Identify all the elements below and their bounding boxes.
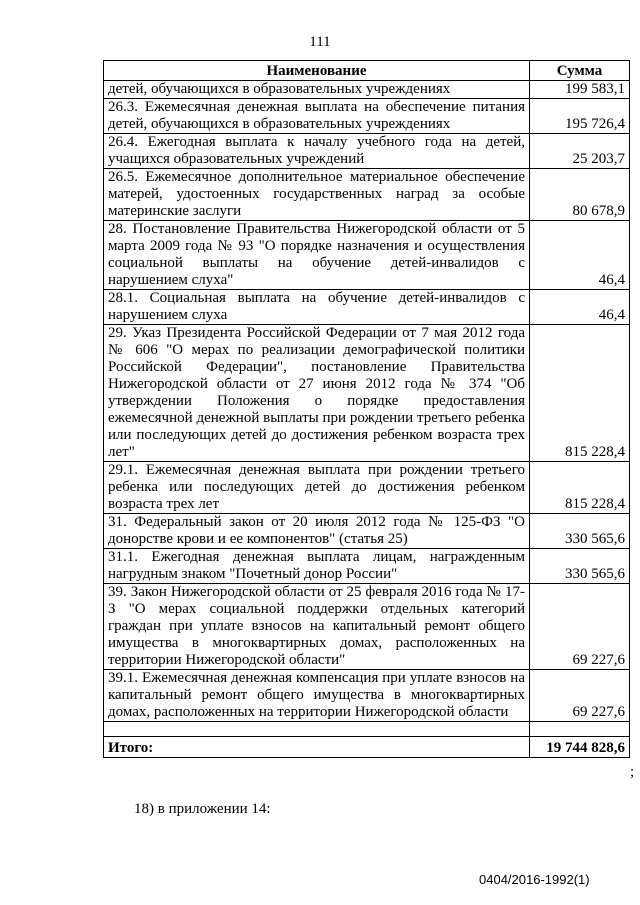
table-row: [104, 169, 630, 221]
header-name: Наименование: [104, 61, 530, 81]
table-row: [104, 99, 630, 134]
budget-table: [103, 60, 630, 758]
page-number: 111: [309, 34, 331, 50]
table-header-row: [104, 61, 630, 81]
row-sum: 25 203,7: [530, 134, 630, 169]
row-name: 39. Закон Нижегородской области от 25 февраля 2016 года № 17-З "О мерах социальной поддержки отдельных категорий граждан при уплате взносов на капитальный ремонт общего имущества в многоквартирных домах, расположенных на территории Нижегородской области": [104, 584, 530, 670]
table-row: [104, 670, 630, 722]
row-name: 31. Федеральный закон от 20 июля 2012 года № 125-ФЗ "О донорстве крови и ее компонентов" (статья 25): [104, 514, 530, 549]
row-sum: 46,4: [530, 290, 630, 325]
header-sum: Сумма: [530, 61, 630, 81]
row-name: 28. Постановление Правительства Нижегородской области от 5 марта 2009 года № 93 "О порядке назначения и осуществления социальной выплаты на обучение детей-инвалидов с нарушением слуха": [104, 221, 530, 290]
row-name: детей, обучающихся в образовательных учреждениях: [104, 81, 530, 99]
row-sum: 69 227,6: [530, 670, 630, 722]
row-sum: 69 227,6: [530, 584, 630, 670]
empty-cell: [104, 722, 530, 737]
row-name: 28.1. Социальная выплата на обучение детей-инвалидов с нарушением слуха: [104, 290, 530, 325]
table-row: [104, 290, 630, 325]
table-row: [104, 514, 630, 549]
row-sum: 199 583,1: [530, 81, 630, 99]
row-name: 26.3. Ежемесячная денежная выплата на обеспечение питания детей, обучающихся в образовательных учреждениях: [104, 99, 530, 134]
total-sum: 19 744 828,6: [530, 737, 630, 758]
table-row: [104, 325, 630, 462]
next-paragraph: 18) в приложении 14:: [134, 801, 271, 817]
table-row: [104, 134, 630, 169]
total-row: [104, 737, 630, 758]
row-sum: 46,4: [530, 221, 630, 290]
table-row: [104, 584, 630, 670]
row-sum: 815 228,4: [530, 325, 630, 462]
empty-row: [104, 722, 630, 737]
row-sum: 80 678,9: [530, 169, 630, 221]
empty-cell: [530, 722, 630, 737]
row-name: 29.1. Ежемесячная денежная выплата при рождении третьего ребенка или последующих детей до достижения ребенком возраста трех лет: [104, 462, 530, 514]
table-row: [104, 549, 630, 584]
row-name: 26.5. Ежемесячное дополнительное материальное обеспечение матерей, удостоенных государственных наград за особые материнские заслуги: [104, 169, 530, 221]
table-row: [104, 462, 630, 514]
row-sum: 330 565,6: [530, 514, 630, 549]
row-name: 39.1. Ежемесячная денежная компенсация при уплате взносов на капитальный ремонт общего имущества в многоквартирных домах, расположенных на территории Нижегородской области: [104, 670, 530, 722]
row-sum: 815 228,4: [530, 462, 630, 514]
row-sum: 195 726,4: [530, 99, 630, 134]
table-row: [104, 81, 630, 99]
table-row: [104, 221, 630, 290]
row-name: 31.1. Ежегодная денежная выплата лицам, награжденным нагрудным знаком "Почетный донор России": [104, 549, 530, 584]
row-name: 26.4. Ежегодная выплата к началу учебного года на детей, учащихся образовательных учреждений: [104, 134, 530, 169]
row-sum: 330 565,6: [530, 549, 630, 584]
total-label: Итого:: [104, 737, 530, 758]
document-code: 0404/2016-1992(1): [479, 872, 590, 887]
row-name: 29. Указ Президента Российской Федерации от 7 мая 2012 года № 606 "О мерах по реализации демографической политики Российской Федерации", постановление Правительства Нижегородской области от 27 июня 2012 года № 374 "Об утверждении Положения о порядке предоставления ежемесячной денежной выплаты при рождении третьего ребенка или последующих детей до достижения ребенком возраста трех лет": [104, 325, 530, 462]
trailing-semicolon: ;: [630, 764, 635, 780]
